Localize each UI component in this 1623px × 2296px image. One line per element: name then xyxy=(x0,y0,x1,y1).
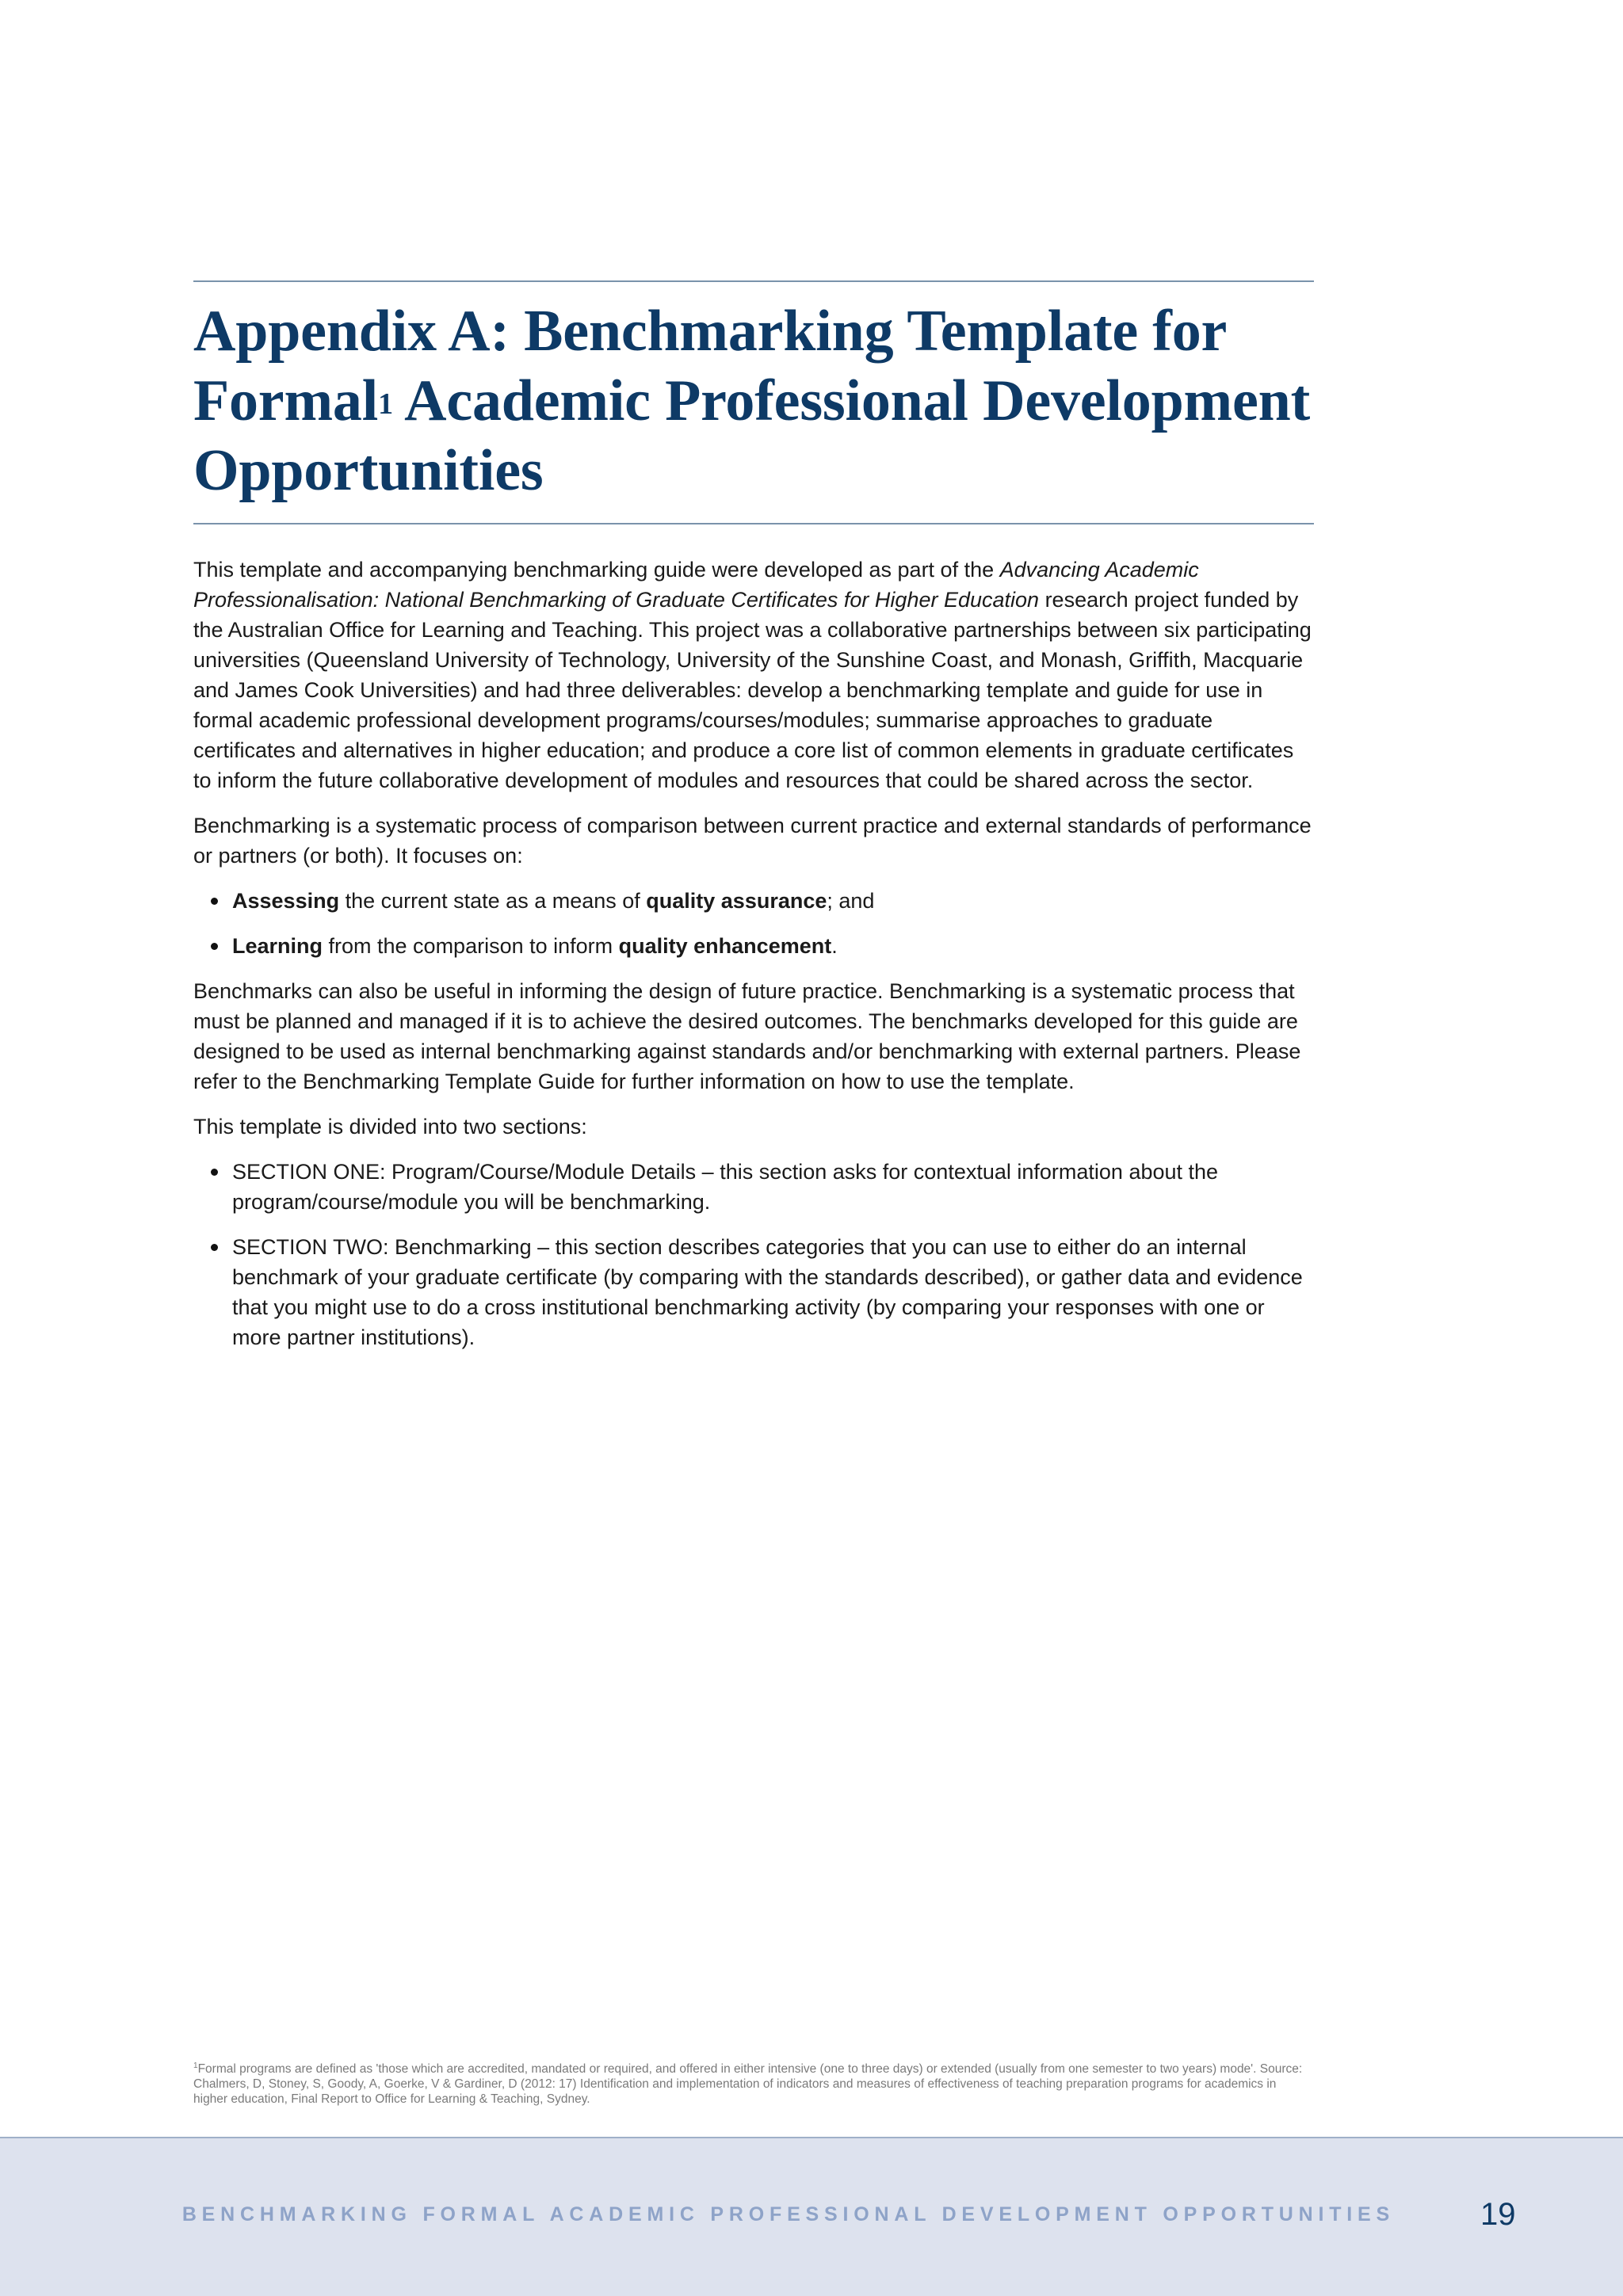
section-two-description: SECTION TWO: Benchmarking – this section describes categories that you can use to either do an internal benchmark of your graduate certificate (by comparing with the standards described), or gather data and evidence that you might use to do a cross institutional benchmarking activity (by comparing your responses with one or more partner institutions). xyxy=(232,1235,1303,1349)
page-content xyxy=(193,280,1314,1367)
focus-term: quality assurance xyxy=(646,889,827,913)
title-line-2a: Formal xyxy=(193,368,379,433)
title-line-1: Appendix A: Benchmarking Template for xyxy=(193,299,1228,364)
bullet-icon xyxy=(211,898,218,905)
focus-term: quality enhancement xyxy=(618,934,832,958)
bullet-icon xyxy=(211,1169,218,1176)
page-footer xyxy=(0,2137,1623,2296)
focus-term: Assessing xyxy=(232,889,340,913)
heading-bottom-rule xyxy=(193,523,1314,524)
focus-text: ; and xyxy=(827,889,875,913)
footnote-marker: 1 xyxy=(193,2061,198,2070)
list-item xyxy=(193,1232,1314,1352)
focus-text: from the comparison to inform xyxy=(323,934,619,958)
page-number: 19 xyxy=(1480,2197,1516,2232)
intro-text-start: This template and accompanying benchmarking guide were developed as part of the xyxy=(193,558,1000,582)
heading-top-rule xyxy=(193,280,1314,282)
running-title: BENCHMARKING FORMAL ACADEMIC PROFESSIONAL DEVELOPMENT OPPORTUNITIES xyxy=(181,2203,1395,2225)
intro-paragraph xyxy=(193,555,1314,795)
title-line-3: Opportunities xyxy=(193,438,544,503)
focus-term: Learning xyxy=(232,934,323,958)
footnote xyxy=(193,2058,1303,2107)
list-item xyxy=(193,886,1314,916)
title-line-2b: Academic Professional Development xyxy=(392,368,1311,433)
list-item xyxy=(193,931,1314,961)
sections-intro: This template is divided into two sections: xyxy=(193,1115,587,1138)
focus-text: . xyxy=(831,934,838,958)
list-item xyxy=(193,1157,1314,1217)
section-one-description: SECTION ONE: Program/Course/Module Details – this section asks for contextual information about the program/course/module you will be benchmarking. xyxy=(232,1160,1219,1214)
footnote-text: Formal programs are defined as 'those which are accredited, mandated or required, and offered in either intensive (one to three days) or extended (usually from one semester to two years) mode'. Source: Chalmers, D, Stoney, S, Goody, A, Goerke, V & Gardiner, D (2012: 17) Identification and implementation of indicators and measures of effectiveness of teaching preparation programs for academics in higher education, Final Report to Office for Learning & Teaching, Sydney. xyxy=(193,2062,1303,2107)
footnote-reference: 1 xyxy=(378,387,393,421)
sections-list xyxy=(193,1157,1314,1352)
page-title xyxy=(193,296,1314,505)
benchmarking-definition: Benchmarking is a systematic process of comparison between current practice and external standards of performance or partners (or both). It focuses on: xyxy=(193,814,1312,868)
bullet-icon xyxy=(211,1244,218,1251)
project-title: Advancing Academic Professionalisation: National Benchmarking of Graduate Certificates for Higher Education xyxy=(193,558,1199,612)
focus-text: the current state as a means of xyxy=(339,889,647,913)
focus-list xyxy=(193,886,1314,961)
intro-text-end: research project funded by the Australian Office for Learning and Teaching. This project was a collaborative partnerships between six participating universities (Queensland University of Technology, University of the Sunshine Coast, and Monash, Griffith, Macquarie and James Cook Universities) and had three deliverables: develop a benchmarking template and guide for use in formal academic professional development programs/courses/modules; summarise approaches to graduate certificates and alternatives in higher education; and produce a core list of common elements in graduate certificates to inform the future collaborative development of modules and resources that could be shared across the sector. xyxy=(193,588,1312,792)
benchmarks-paragraph: Benchmarks can also be useful in informing the design of future practice. Benchmarking is a systematic process that must be planned and managed if it is to achieve the desired outcomes. The benchmarks developed for this guide are designed to be used as internal benchmarking against standards and/or benchmarking with external partners. Please refer to the Benchmarking Template Guide for further information on how to use the template. xyxy=(193,979,1301,1093)
body-text xyxy=(193,555,1314,1352)
bullet-icon xyxy=(211,943,218,950)
